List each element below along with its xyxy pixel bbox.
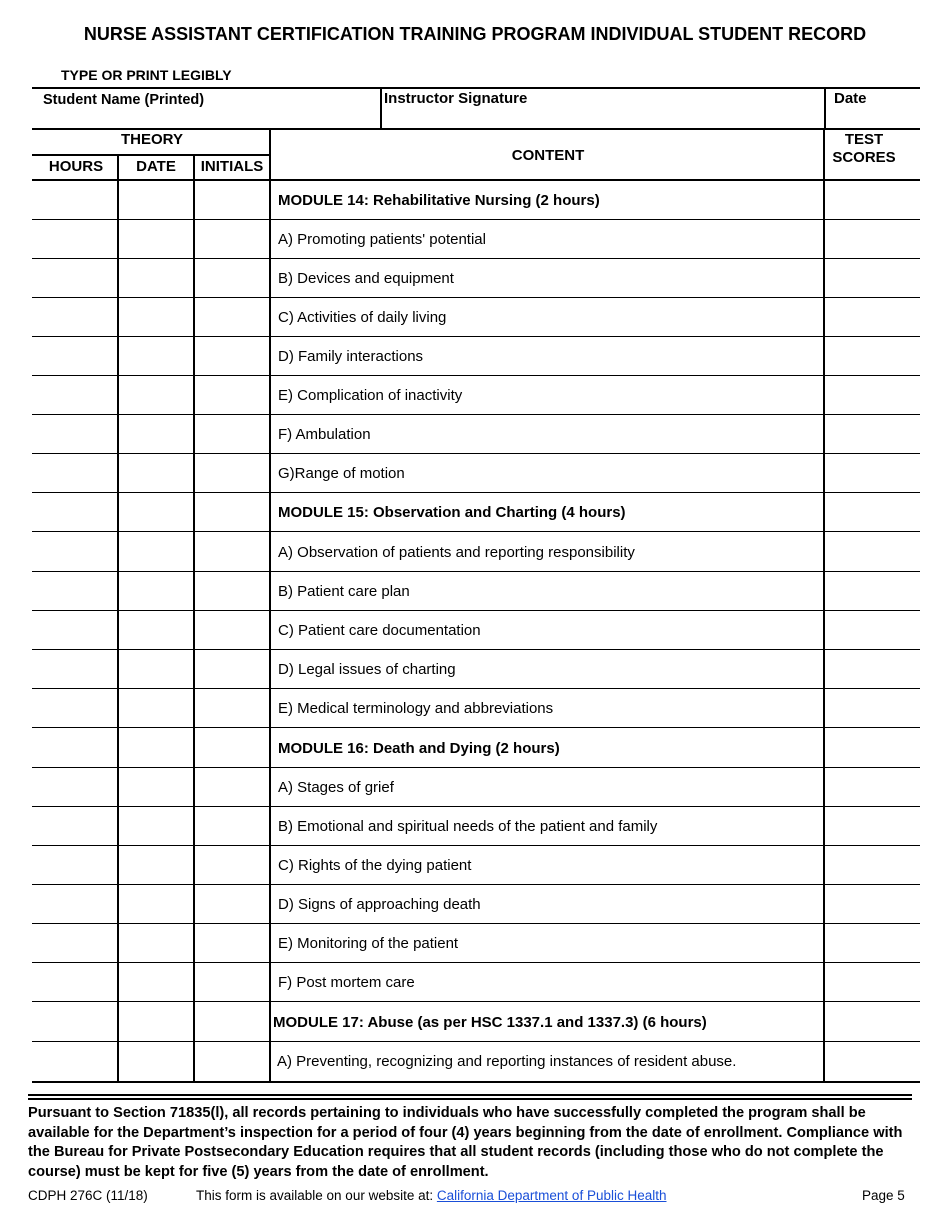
footer-rule xyxy=(28,1094,912,1096)
page-number: Page 5 xyxy=(862,1188,905,1203)
date-label: Date xyxy=(834,90,867,107)
table-row xyxy=(32,376,920,415)
page-title: NURSE ASSISTANT CERTIFICATION TRAINING PROGRAM INDIVIDUAL STUDENT RECORD xyxy=(83,24,867,44)
table-row xyxy=(32,220,920,259)
table-row xyxy=(32,924,920,963)
row-content: C) Patient care documentation xyxy=(278,622,481,639)
content-header: CONTENT xyxy=(511,147,585,164)
table-row xyxy=(32,885,920,924)
row-content: C) Activities of daily living xyxy=(278,309,447,326)
row-content: D) Legal issues of charting xyxy=(278,661,456,678)
footer-rule xyxy=(28,1098,912,1100)
row-content: MODULE 16: Death and Dying (2 hours) xyxy=(278,740,560,757)
table-row xyxy=(32,768,920,807)
row-content: B) Devices and equipment xyxy=(278,270,454,287)
table-row xyxy=(32,181,920,220)
row-content: G)Range of motion xyxy=(278,465,405,482)
table-row xyxy=(32,611,920,650)
table-row xyxy=(32,493,920,532)
row-content: D) Signs of approaching death xyxy=(278,896,481,913)
header-bottom-border xyxy=(32,128,920,130)
row-content: A) Stages of grief xyxy=(278,779,394,796)
row-content: MODULE 14: Rehabilitative Nursing (2 hours) xyxy=(278,192,600,209)
table-row xyxy=(32,298,920,337)
row-content: C) Rights of the dying patient xyxy=(278,857,472,874)
row-content: A) Observation of patients and reporting responsibility xyxy=(278,544,635,561)
date-header: DATE xyxy=(136,158,176,175)
row-content: A) Preventing, recognizing and reporting instances of resident abuse. xyxy=(277,1053,737,1070)
initials-header: INITIALS xyxy=(200,158,264,175)
table-row xyxy=(32,846,920,885)
form-id: CDPH 276C (11/18) xyxy=(28,1188,148,1203)
table-row xyxy=(32,259,920,298)
row-content: MODULE 17: Abuse (as per HSC 1337.1 and 1337.3) (6 hours) xyxy=(273,1014,707,1031)
table-row xyxy=(32,572,920,611)
header-divider xyxy=(824,87,826,129)
table-row xyxy=(32,689,920,728)
hours-header: HOURS xyxy=(48,158,104,175)
instructor-signature-label: Instructor Signature xyxy=(384,90,528,107)
row-content: F) Ambulation xyxy=(278,426,371,443)
table-row xyxy=(32,454,920,493)
row-content: D) Family interactions xyxy=(278,348,424,365)
website-text: This form is available on our website at: xyxy=(196,1188,434,1203)
row-content: F) Post mortem care xyxy=(278,974,415,991)
table-row xyxy=(32,963,920,1002)
header-divider xyxy=(380,87,382,129)
table-row xyxy=(32,533,920,572)
print-instruction: TYPE OR PRINT LEGIBLY xyxy=(61,67,232,83)
table-row xyxy=(32,807,920,846)
test-scores-header: TEST SCORES xyxy=(832,131,896,166)
cdph-website-link[interactable]: California Department of Public Health xyxy=(436,1188,667,1203)
theory-underline xyxy=(32,154,270,156)
row-content: MODULE 15: Observation and Charting (4 hours) xyxy=(278,504,626,521)
row-content: B) Patient care plan xyxy=(278,583,410,600)
table-row xyxy=(32,650,920,689)
row-content: E) Complication of inactivity xyxy=(278,387,463,404)
table-row xyxy=(32,729,920,768)
row-content: E) Medical terminology and abbreviations xyxy=(278,700,554,717)
theory-header: THEORY xyxy=(121,131,183,148)
table-row xyxy=(32,1042,920,1083)
row-content: E) Monitoring of the patient xyxy=(278,935,459,952)
row-content: A) Promoting patients' potential xyxy=(278,231,486,248)
table-row xyxy=(32,337,920,376)
row-content: B) Emotional and spiritual needs of the patient and family xyxy=(278,818,658,835)
retention-notice: Pursuant to Section 71835(l), all records pertaining to individuals who have successfully completed the program shall be available for the Department’s inspection for a period of four (4) years beginning from the date of enrollment. Compliance with the Bureau for Private Postsecondary Education requires that all student records (including those who do not complete the course) must be kept for five (5) years from the date of enrollment. xyxy=(28,1105,903,1180)
table-row xyxy=(32,1003,920,1042)
header-top-border xyxy=(32,87,920,89)
student-name-label: Student Name (Printed) xyxy=(43,92,205,108)
website-note xyxy=(196,1188,667,1203)
table-row xyxy=(32,415,920,454)
